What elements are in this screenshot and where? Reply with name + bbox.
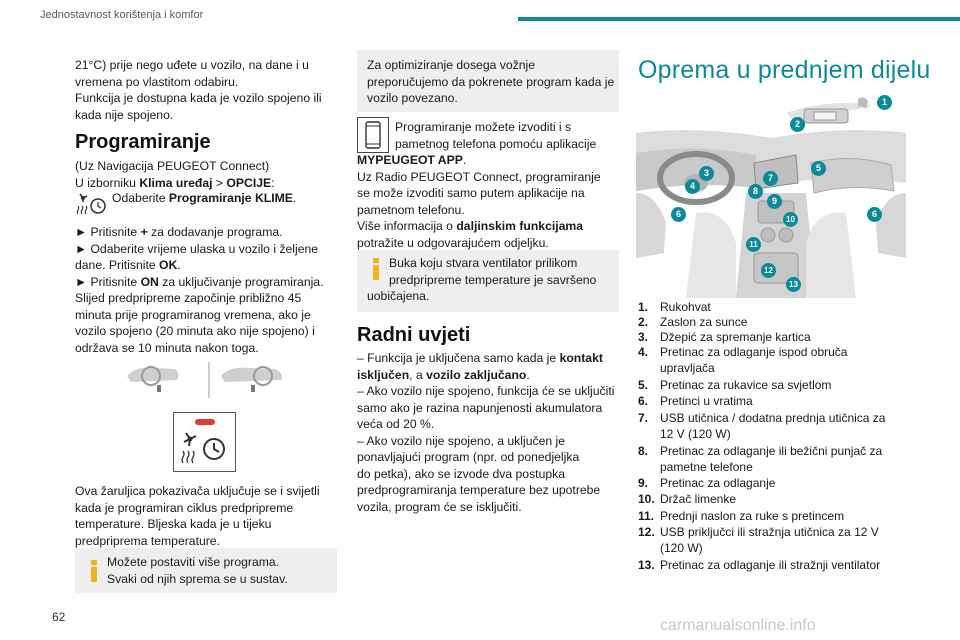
- section-heading-oprema: Oprema u prednjem dijelu: [638, 56, 931, 84]
- step-time: ► Odaberite vrijeme ulaska u vozilo i željene: [75, 241, 319, 256]
- intro-line: 21°C) prije nego uđete u vozilo, na dane i u: [75, 58, 309, 72]
- page-number: 62: [52, 610, 66, 624]
- condition-1: – Funkcija je uključena samo kada je kontakt: [357, 351, 603, 365]
- watermark: carmanualsonline.info: [660, 617, 816, 634]
- phone-line: Programiranje možete izvoditi i s: [395, 120, 572, 134]
- mid-paragraphs: [357, 152, 627, 251]
- app-name: MYPEUGEOT APP.: [357, 153, 467, 167]
- callout-6-left: 6: [671, 207, 686, 222]
- radio-line: se može izvoditi samo putem aplikacije na: [357, 186, 585, 200]
- step-add: ► Pritisnite + za dodavanje programa.: [75, 225, 283, 239]
- condition-3: do petka), ako se izvode dva postupka: [357, 466, 565, 481]
- intro-line: kada nije spojeno.: [75, 107, 174, 122]
- smartphone-programming-text: [395, 119, 623, 152]
- smartphone-icon: [357, 117, 389, 153]
- more-info-cont: potražite u odgovarajućem odjeljku.: [357, 235, 549, 250]
- step-detail: održava se 10 minuta nakon toga.: [75, 340, 259, 355]
- section-heading-radni-uvjeti: Radni uvjeti: [357, 324, 471, 346]
- lamp-line: temperature. Bljeska kada je u tijeku: [75, 517, 272, 531]
- callout-4: 4: [685, 179, 700, 194]
- note-line: uobičajena.: [367, 289, 430, 303]
- step-detail: Slijed predpripreme započinje približno 45: [75, 291, 302, 305]
- callout-7: 7: [763, 171, 778, 186]
- callout-6-right: 6: [867, 207, 882, 222]
- running-header: Jednostavnost korištenja i komfor: [40, 9, 204, 21]
- operating-conditions: [357, 350, 632, 515]
- info-note-multiple-programs: [75, 548, 337, 593]
- programming-steps: [75, 224, 345, 356]
- info-icon: [86, 560, 102, 582]
- note-line: vozilo povezano.: [367, 91, 458, 105]
- note-line: predpripreme temperature je savršeno: [389, 272, 597, 287]
- condition-2: – Ako vozilo nije spojeno, funkcija će se uključiti: [357, 384, 615, 398]
- note-line: Buka koju stvara ventilator prilikom: [389, 256, 578, 270]
- step-detail: vozilo spojeno (20 minuta ako nije spojeno) i: [75, 324, 315, 338]
- lamp-line: Ova žaruljica pokazivača uključuje se i svijetli: [75, 484, 320, 498]
- equipment-list: 1. Rukohvat 2. Zaslon za sunce 3. Džepić za spremanje kartica 4. Pretinac za odlaganje ispod obruča upravljača 5. Pretinac za rukavice sa svjetlom 6. Pretinci u vratima 7. USB utičnica / dodatna prednja utičnica za 12 V (120 W) 8. Pretinac za odlaganje ili bežični punjač za pametne telefone 9. Pretinac za odlaganje 10. Držač limenke 11. Prednji naslon za ruke s pretincem 12. USB priključci ili stražnja utičnica za 12 V (120 W) 13. Pretinac za odlaganje ili stražnji ventilator: [638, 300, 886, 572]
- condition-3: predprogramiranja temperature bez upotrebe: [357, 483, 601, 497]
- callout-1: 1: [877, 95, 892, 110]
- callout-8: 8: [748, 184, 763, 199]
- condition-1-cont: isključen, a vozilo zaključano.: [357, 367, 530, 382]
- note-line: Možete postaviti više programa.: [107, 555, 280, 569]
- left-column: [75, 57, 340, 123]
- condition-2: samo ako je razina napunjenosti akumulatora: [357, 400, 603, 415]
- callout-9: 9: [767, 194, 782, 209]
- callout-2: 2: [790, 117, 805, 132]
- condition-3: – Ako vozilo nije spojeno, a uključen je: [357, 433, 565, 448]
- front-interior-illustration: [636, 93, 906, 298]
- more-info: Više informacija o daljinskim funkcijama: [357, 219, 584, 233]
- header-accent-bar: [518, 17, 960, 21]
- step-time-cont: dane. Pritisnite OK.: [75, 258, 181, 272]
- callout-12: 12: [761, 263, 776, 278]
- phone-line: pametnog telefona pomoću aplikacije: [395, 136, 597, 151]
- callout-13: 13: [786, 277, 801, 292]
- lamp-line: predpriprema temperature.: [75, 533, 220, 548]
- callout-11: 11: [746, 237, 761, 252]
- condition-3: vozila, program će se isključiti.: [357, 499, 522, 514]
- menu-path: U izborniku Klima uređaj > OPCIJE:: [75, 175, 275, 190]
- lamp-line: kada je programiran ciklus predpripreme: [75, 500, 294, 515]
- note-line: preporučujemo da pokrenete program kada je: [367, 74, 615, 89]
- callout-10: 10: [783, 212, 798, 227]
- info-icon: [368, 258, 384, 280]
- note-line: Svaki od njih sprema se u sustav.: [107, 571, 288, 586]
- radio-line: Uz Radio PEUGEOT Connect, programiranje: [357, 169, 601, 184]
- radio-line: pametnom telefonu.: [357, 202, 465, 217]
- instrument-cluster-illustration: [125, 360, 295, 400]
- condition-3: ponavljajući program (npr. od ponedjeljka: [357, 450, 580, 464]
- condition-2: veća od 20 %.: [357, 417, 435, 431]
- intro-line: vremena po vlastitom odabiru.: [75, 74, 239, 89]
- step-on: ► Pritisnite ON za uključivanje programiranja.: [75, 274, 324, 289]
- intro-line: Funkcija je dostupna kada je vozilo spojeno ili: [75, 91, 322, 105]
- programming-intro: [75, 158, 340, 191]
- section-heading-programiranje: Programiranje: [75, 131, 211, 153]
- preconditioning-indicator-lamp: [173, 412, 236, 472]
- nav-line: (Uz Navigacija PEUGEOT Connect): [75, 159, 270, 173]
- info-note-fan-noise: [357, 250, 619, 312]
- indicator-lamp-description: [75, 483, 345, 549]
- climate-program-icon: [75, 192, 109, 216]
- callout-3: 3: [699, 166, 714, 181]
- note-line: Za optimiziranje dosega vožnje: [367, 58, 536, 72]
- select-climate-program: Odaberite Programiranje KLIME.: [112, 191, 297, 205]
- step-detail: minuta prije programiranog vremena, ako je: [75, 307, 311, 322]
- callout-5: 5: [811, 161, 826, 176]
- info-note-range: [357, 50, 619, 112]
